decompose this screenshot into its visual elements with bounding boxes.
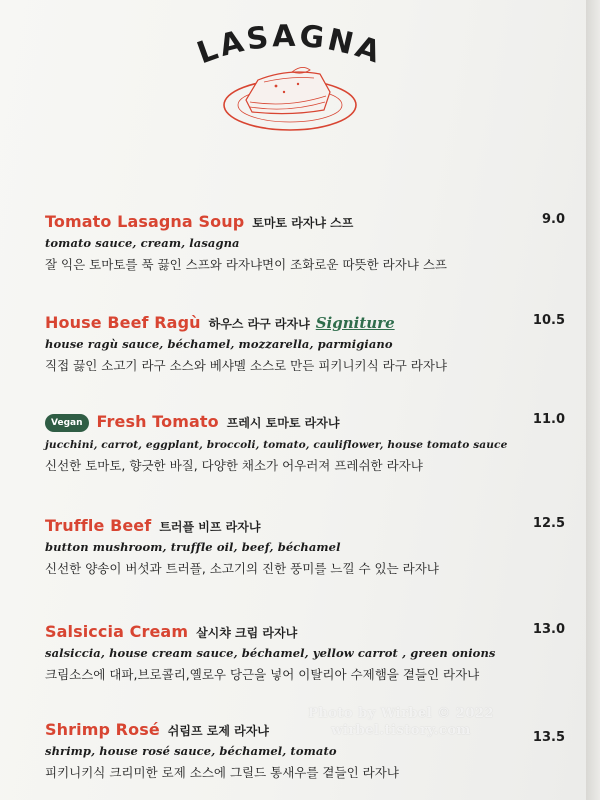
item-description: 피키니키식 크리미한 로제 소스에 그릴드 통새우를 곁들인 라자냐 xyxy=(45,765,399,780)
menu-item xyxy=(45,516,565,577)
item-price: 11.0 xyxy=(532,412,565,427)
vegan-badge: Vegan xyxy=(45,414,89,432)
item-korean-name: 하우스 라구 라자냐 xyxy=(208,317,310,331)
item-price: 9.0 xyxy=(541,212,565,227)
item-name: Fresh Tomato xyxy=(96,412,219,431)
item-description: 신선한 양송이 버섯과 트러플, 소고기의 진한 풍미를 느낄 수 있는 라자냐 xyxy=(45,561,439,576)
item-name: Salsiccia Cream xyxy=(45,622,189,641)
menu-item xyxy=(45,412,565,474)
menu-header xyxy=(180,20,400,140)
item-description: 잘 익은 토마토를 푹 끓인 스프와 라자냐면이 조화로운 따뜻한 라자냐 스프 xyxy=(45,257,447,272)
signature-label: Signiture xyxy=(315,314,395,332)
item-ingredients: button mushroom, truffle oil, beef, béchamel xyxy=(45,540,341,554)
lasagna-plate-illustration xyxy=(180,20,400,140)
menu-item xyxy=(45,313,565,374)
item-description: 직접 끓인 소고기 라구 소스와 베샤멜 소스로 만든 피키니키식 라구 라자냐 xyxy=(45,358,447,373)
item-ingredients: shrimp, house rosé sauce, béchamel, tomato xyxy=(45,744,337,758)
item-korean-name: 살시챠 크림 라자냐 xyxy=(196,626,298,640)
item-name: Shrimp Rosé xyxy=(45,720,160,739)
item-name: Tomato Lasagna Soup xyxy=(45,212,245,231)
item-description: 신선한 토마토, 향긋한 바질, 다양한 채소가 어우러져 프레쉬한 라자냐 xyxy=(45,458,423,473)
item-name: Truffle Beef xyxy=(45,516,152,535)
item-ingredients: salsiccia, house cream sauce, béchamel, yellow carrot , green onions xyxy=(45,646,496,660)
watermark-url: wirbel.tistory.com xyxy=(331,723,471,738)
item-korean-name: 쉬림프 로제 라자냐 xyxy=(167,724,269,738)
item-korean-name: 프레시 토마토 라자냐 xyxy=(226,416,340,430)
watermark-credit: Photo by Wirbel © 2022 xyxy=(308,706,494,721)
menu-item xyxy=(45,622,565,683)
item-name: House Beef Ragù xyxy=(45,313,201,332)
item-ingredients: jucchini, carrot, eggplant, broccoli, tomato, cauliflower, house tomato sauce xyxy=(45,439,508,451)
item-price: 13.5 xyxy=(532,730,565,745)
item-korean-name: 트러플 비프 라자냐 xyxy=(159,520,261,534)
item-description: 크림소스에 대파,브로콜리,옐로우 당근을 넣어 이탈리아 수제햄을 곁들인 라자냐 xyxy=(45,667,480,682)
photo-watermark xyxy=(308,705,494,739)
menu-item xyxy=(45,212,565,273)
item-price: 13.0 xyxy=(532,622,565,637)
item-price: 10.5 xyxy=(532,313,565,328)
item-korean-name: 토마토 라자냐 스프 xyxy=(252,216,354,230)
item-ingredients: tomato sauce, cream, lasagna xyxy=(45,236,240,250)
item-ingredients: house ragù sauce, béchamel, mozzarella, parmigiano xyxy=(45,337,393,351)
item-price: 12.5 xyxy=(532,516,565,531)
page-edge xyxy=(586,0,600,800)
menu-title: LASAGNA xyxy=(192,20,388,72)
